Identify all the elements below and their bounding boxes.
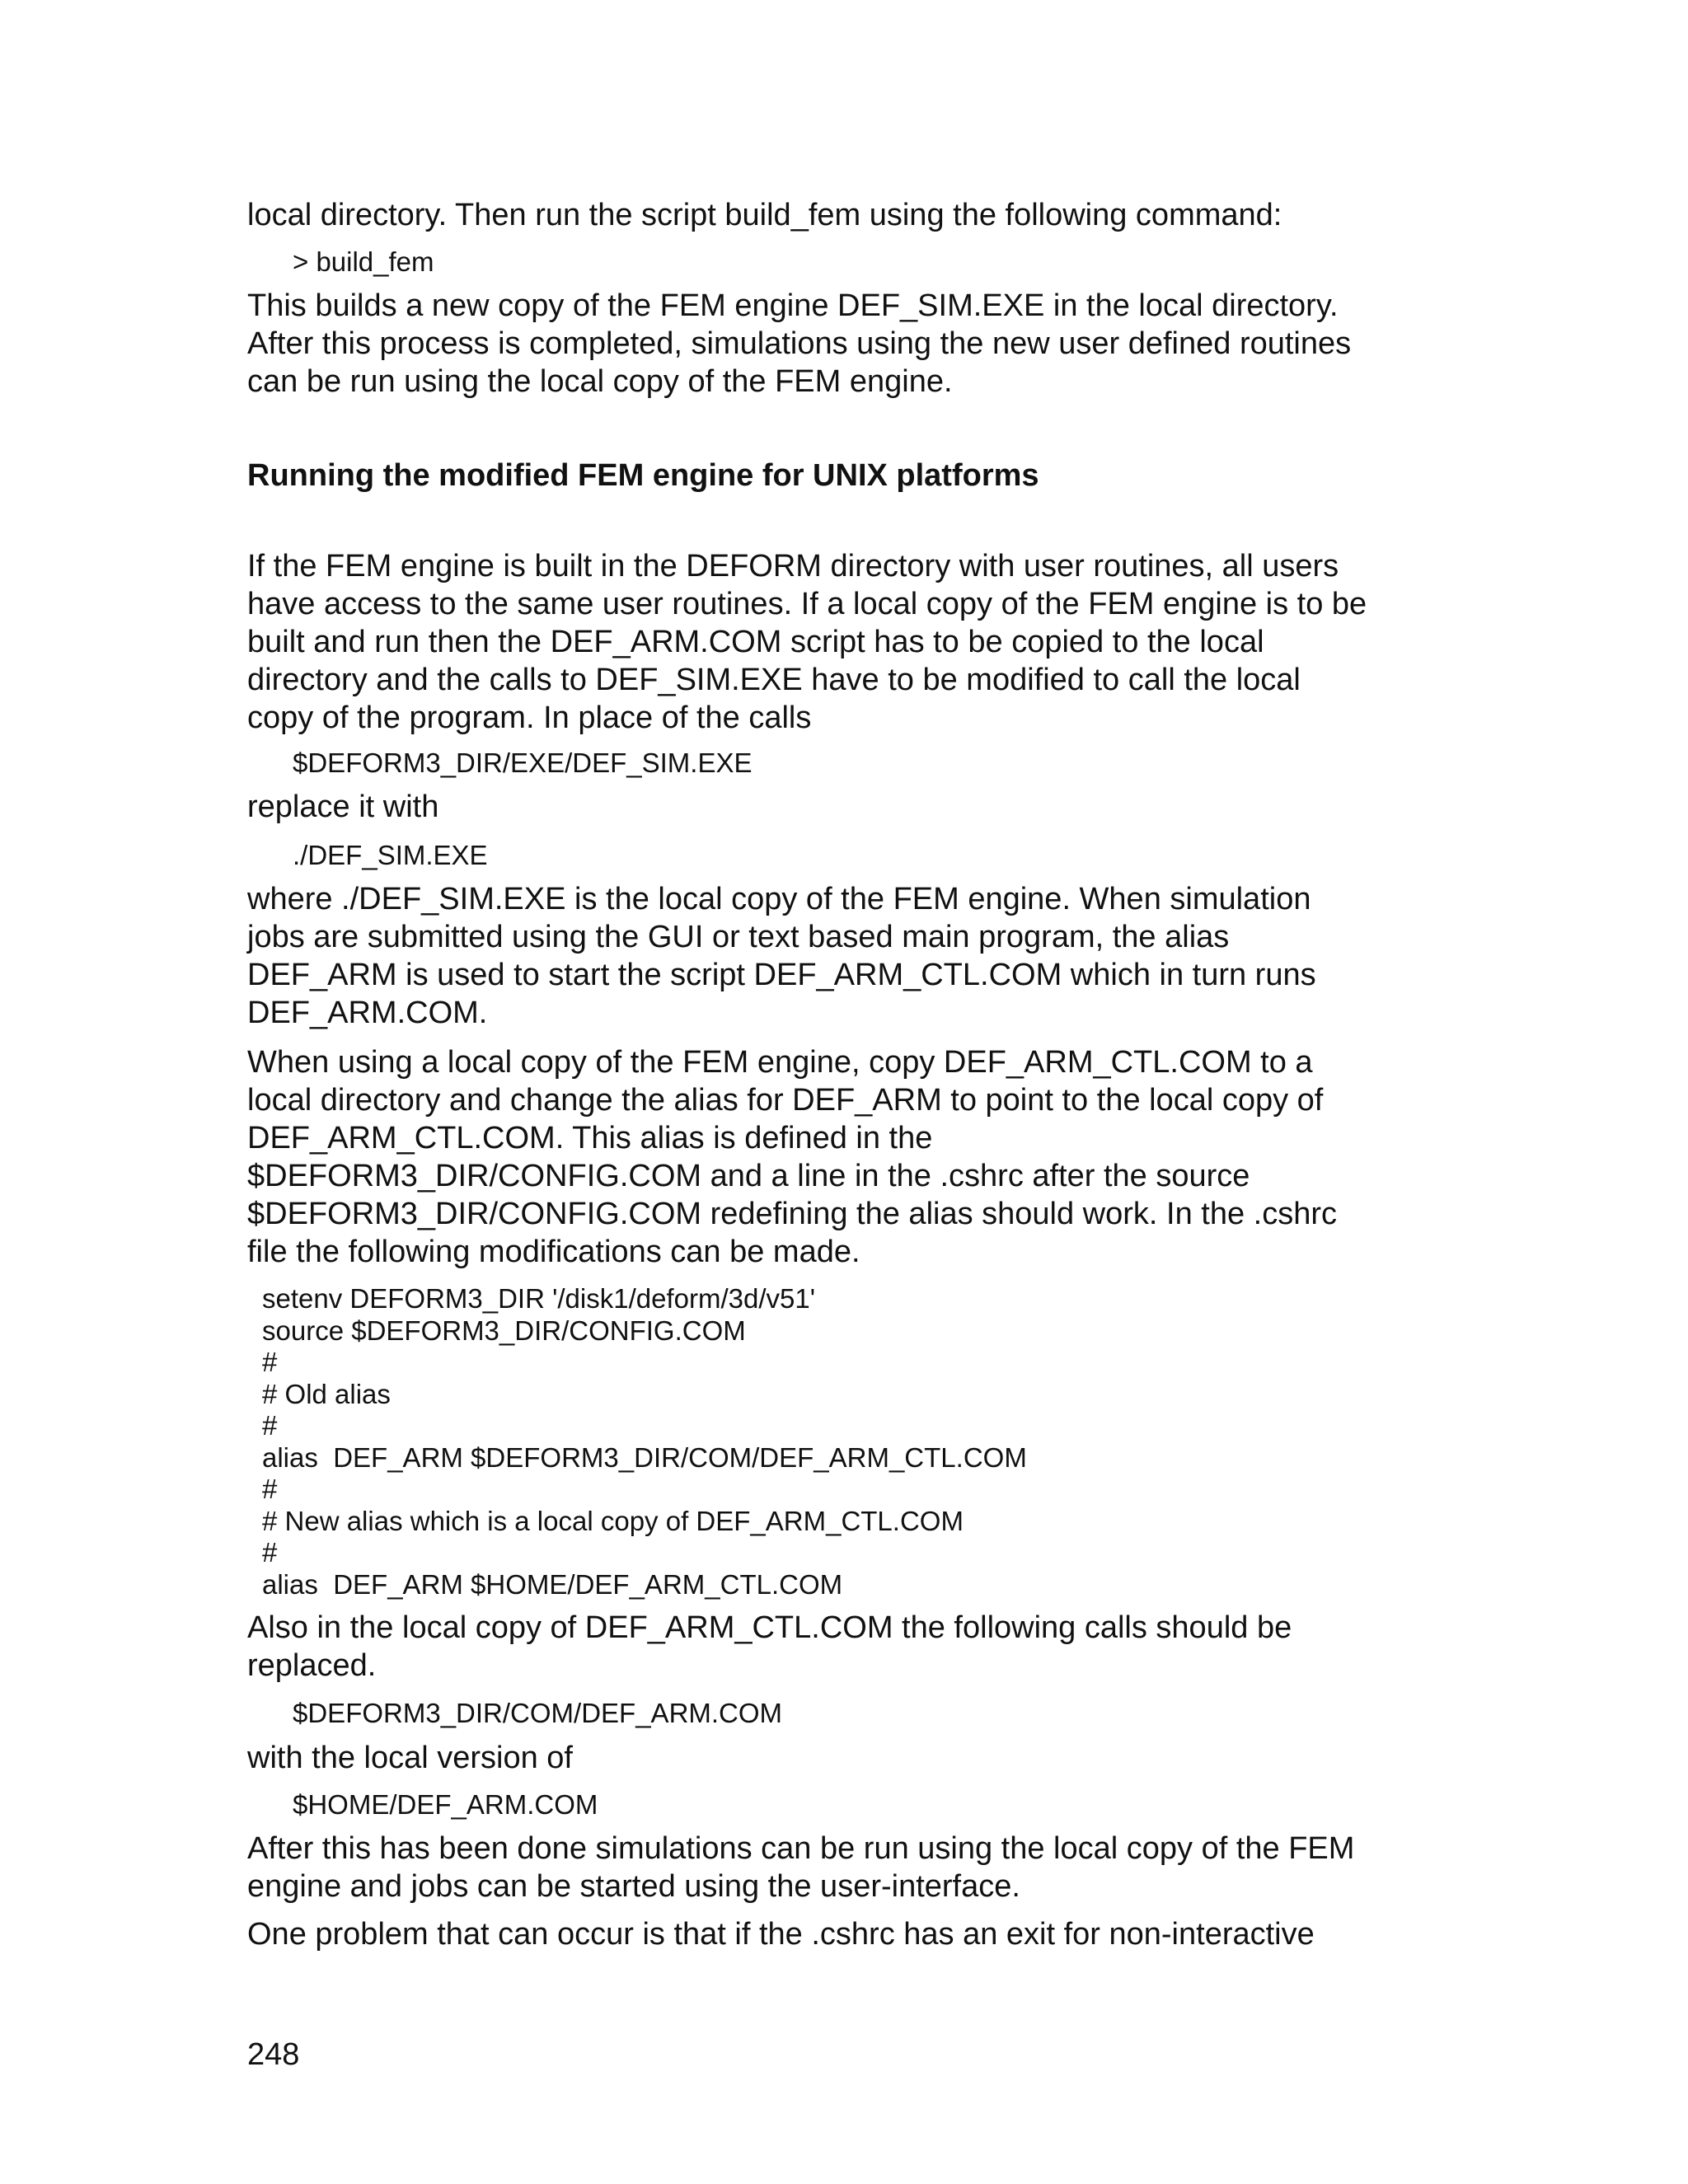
- paragraph-where-local-copy: where ./DEF_SIM.EXE is the local copy of the FEM engine. When simulation jobs are submitted using the GUI or text based main program, the alias DEF_ARM is used to start the script DEF_ARM_CTL.COM which in turn runs DEF_ARM.COM.: [247, 882, 1316, 1030]
- code-def-sim-path: $DEFORM3_DIR/EXE/DEF_SIM.EXE: [293, 748, 753, 778]
- section-heading: Running the modified FEM engine for UNIX platforms: [247, 458, 1039, 493]
- paragraph-also-local-copy: Also in the local copy of DEF_ARM_CTL.COM the following calls should be replaced.: [247, 1610, 1292, 1683]
- code-local-def-sim: ./DEF_SIM.EXE: [293, 840, 488, 870]
- paragraph-when-using-local: When using a local copy of the FEM engine, copy DEF_ARM_CTL.COM to a local directory and change the alias for DEF_ARM to point to the local copy of DEF_ARM_CTL.COM. This alias is defined in the $DEFORM3_DIR/CONFIG.COM and a line in the .cshrc after the source $DEFORM3_DIR/CONFIG.COM redefining the alias should work. In the .cshrc file the following modifications can be made.: [247, 1045, 1338, 1269]
- paragraph-fem-engine-built: If the FEM engine is built in the DEFORM directory with user routines, all users have access to the same user routines. If a local copy of the FEM engine is to be built and run then the DEF_ARM.COM script has to be copied to the local directory and the calls to DEF_SIM.EXE have to be modified to call the local copy of the program. In place of the calls: [247, 549, 1367, 735]
- command-build-fem: > build_fem: [293, 246, 434, 277]
- page-number: 248: [247, 2037, 300, 2072]
- code-home-def-arm: $HOME/DEF_ARM.COM: [293, 1789, 598, 1820]
- paragraph-replace-with: replace it with: [247, 790, 439, 824]
- code-block-cshrc: setenv DEFORM3_DIR '/disk1/deform/3d/v51' source $DEFORM3_DIR/CONFIG.COM # # Old alias # alias DEF_ARM $DEFORM3_DIR/COM/DEF_ARM_CTL.COM # # New alias which is a local copy of DEF_ARM_CTL.COM # alias DEF_ARM $HOME/DEF_ARM_CTL.COM: [262, 1283, 1027, 1600]
- paragraph-intro: local directory. Then run the script build_fem using the following command:: [247, 198, 1282, 232]
- paragraph-after-done: After this has been done simulations can be run using the local copy of the FEM engine and jobs can be started using the user-interface.: [247, 1831, 1355, 1904]
- paragraph-builds-copy: This builds a new copy of the FEM engine DEF_SIM.EXE in the local directory. After this process is completed, simulations using the new user defined routines can be run using the local copy of the FEM engine.: [247, 288, 1352, 399]
- paragraph-local-version: with the local version of: [247, 1741, 573, 1775]
- code-def-arm-path: $DEFORM3_DIR/COM/DEF_ARM.COM: [293, 1698, 783, 1728]
- paragraph-one-problem: One problem that can occur is that if the .cshrc has an exit for non-interactive: [247, 1917, 1315, 1952]
